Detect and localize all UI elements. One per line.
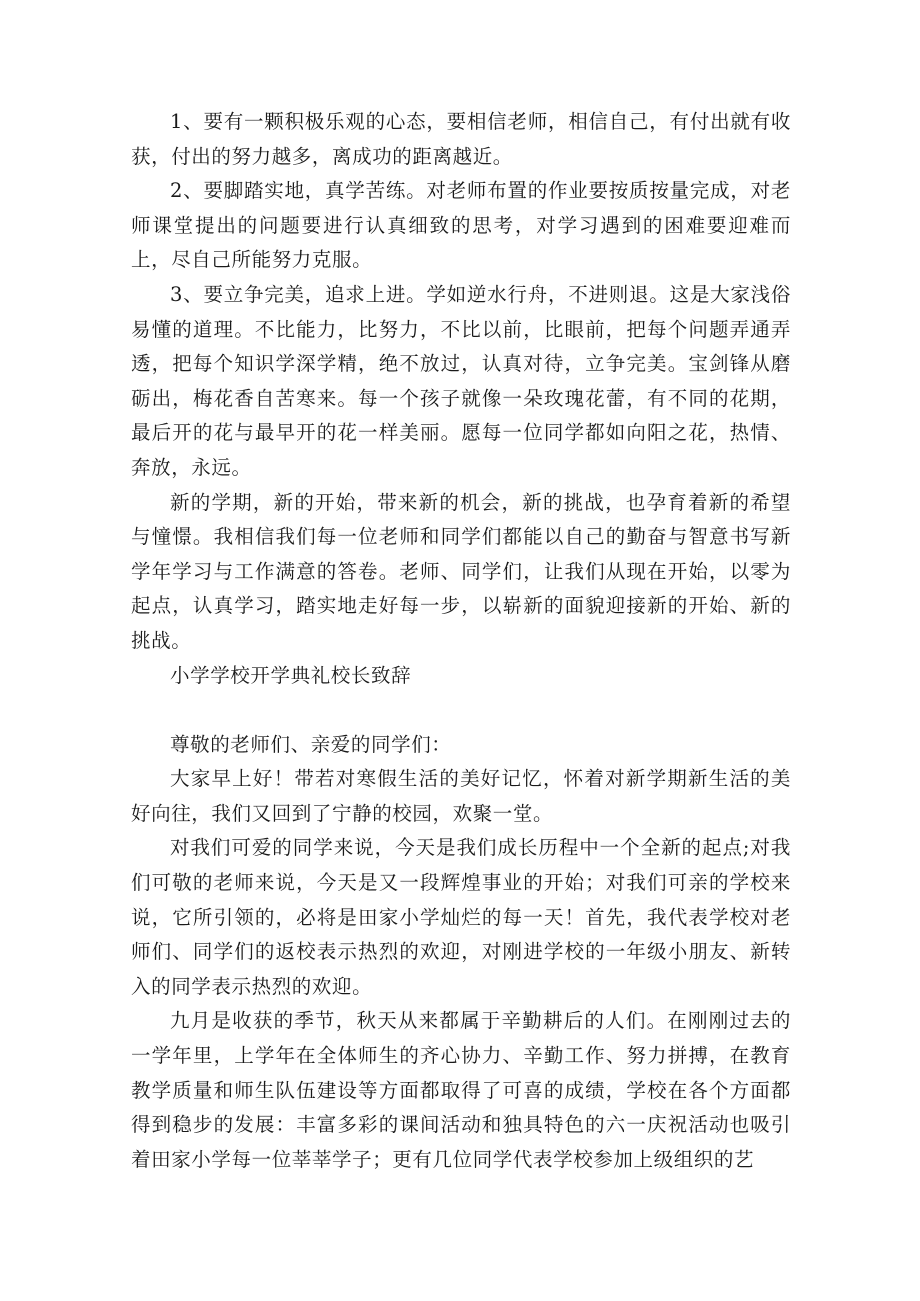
document-page [131, 105, 791, 1177]
paragraph-point-1: 1、要有一颗积极乐观的心态，要相信老师，相信自己，有付出就有收获，付出的努力越多，离成功的距离越近。 [131, 110, 791, 168]
paragraph-point-3: 3、要立争完美，追求上进。学如逆水行舟，不进则退。这是大家浅俗易懂的道理。不比能力，比努力，不比以前，比眼前，把每个问题弄通弄透，把每个知识学深学精，绝不放过，认真对待，立争完美。宝剑锋从磨砺出，梅花香自苦寒来。每一个孩子就像一朵玫瑰花蕾，有不同的花期，最后开的花与最早开的花一样美丽。愿每一位同学都如向阳之花，热情、奔放，永远。 [131, 282, 791, 479]
paragraph-point-2: 2、要脚踏实地，真学苦练。对老师布置的作业要按质按量完成，对老师课堂提出的问题要进行认真细致的思考，对学习遇到的困难要迎难而上，尽自己所能努力克服。 [131, 179, 791, 272]
blank-line [131, 693, 791, 728]
paragraph-new-start: 对我们可爱的同学来说，今天是我们成长历程中一个全新的起点;对我们可敬的老师来说，今天是又一段辉煌事业的开始；对我们可亲的学校来说，它所引领的，必将是田家小学灿烂的每一天！首先，我代表学校对老师们、同学们的返校表示热烈的欢迎，对刚进学校的一年级小朋友、新转入的同学表示热烈的欢迎。 [131, 836, 791, 998]
paragraph-greeting: 大家早上好！带若对寒假生活的美好记忆，怀着对新学期新生活的美好向往，我们又回到了宁静的校园，欢聚一堂。 [131, 767, 791, 825]
section-title: 小学学校开学典礼校长致辞 [170, 663, 412, 687]
paragraph-new-semester: 新的学期，新的开始，带来新的机会，新的挑战，也孕育着新的希望与憧憬。我相信我们每一位老师和同学们都能以自己的勤奋与智意书写新学年学习与工作满意的答卷。老师、同学们，让我们从现在开始，以零为起点，认真学习，踏实地走好每一步，以崭新的面貌迎接新的开始、新的挑战。 [131, 490, 791, 652]
paragraph-september: 九月是收获的季节，秋天从来都属于辛勤耕后的人们。在刚刚过去的一学年里，上学年在全体师生的齐心协力、辛勤工作、努力拼搏，在教育教学质量和师生队伍建设等方面都取得了可喜的成绩，学校在各个方面都得到稳步的发展：丰富多彩的课间活动和独具特色的六一庆祝活动也吸引着田家小学每一位莘莘学子；更有几位同学代表学校参加上级组织的艺 [131, 1009, 791, 1171]
salutation: 尊敬的老师们、亲爱的同学们： [170, 732, 452, 756]
